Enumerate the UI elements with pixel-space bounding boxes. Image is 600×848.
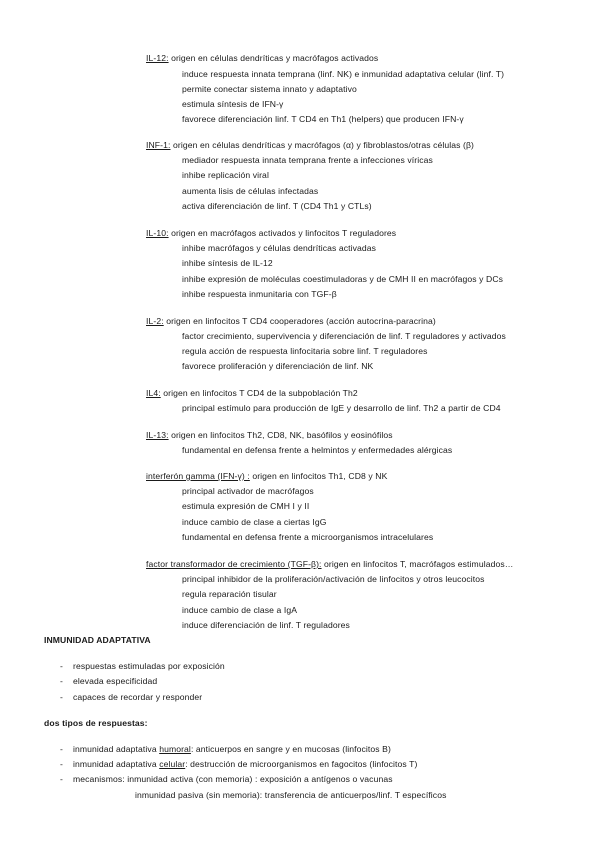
cytokine-name: IL-10: [146,228,169,238]
cytokine-name: IL-2: [146,316,164,326]
cytokine-item: factor crecimiento, supervivencia y diferenciación de linf. T reguladores y activados [182,331,506,341]
cytokine-origin: origen en linfocitos Th1, CD8 y NK [249,471,388,481]
cytokine-item: principal inhibidor de la proliferación/activación de linfocitos y otros leucocitos [182,574,485,584]
bullet-dash: - [60,744,63,754]
cytokine-origin: origen en linfocitos Th2, CD8, NK, basófilos y eosinófilos [168,430,393,440]
cytokine-name: interferón gamma (IFN-γ) : [146,471,250,481]
cytokine-name: IL4: [146,388,161,398]
cytokine-heading [146,140,474,151]
cytokine-name: factor transformador de crecimiento (TGF-β): [146,559,322,569]
cytokine-item: induce cambio de clase a IgA [182,605,298,615]
cytokine-origin: origen en linfocitos T, macrófagos estimulados… [321,559,514,569]
subsection-heading: dos tipos de respuestas: [44,718,148,728]
cytokine-item: regula reparación tisular [182,589,277,599]
cytokine-item: fundamental en defensa frente a microorganismos intracelulares [182,532,434,542]
cytokine-item: permite conectar sistema innato y adaptativo [182,84,357,94]
cytokine-item: induce diferenciación de linf. T reguladores [182,620,350,630]
cytokine-item: mediador respuesta innata temprana frente a infecciones víricas [182,155,433,165]
cytokine-item: principal activador de macrófagos [182,486,314,496]
bullet-item: capaces de recordar y responder [73,692,203,702]
bullet-item: elevada especificidad [73,676,158,686]
cytokine-heading [146,559,513,570]
cytokine-item: activa diferenciación de linf. T (CD4 Th1 y CTLs) [182,201,372,211]
cytokine-heading [146,471,387,482]
bullet-dash: - [60,661,63,671]
bullet-item: respuestas estimuladas por exposición [73,661,225,671]
cytokine-item: regula acción de respuesta linfocitaria sobre linf. T reguladores [182,346,428,356]
cytokine-item: inhibe expresión de moléculas coestimuladoras y de CMH II en macrófagos y DCs [182,274,504,284]
cytokine-item: inhibe replicación viral [182,170,269,180]
cytokine-origin: origen en macrófagos activados y linfocitos T reguladores [168,228,397,238]
bullet-item-mechanisms-cont: inmunidad pasiva (sin memoria): transferencia de anticuerpos/linf. T específicos [135,790,447,800]
cytokine-heading [146,388,358,399]
cytokine-heading [146,430,393,441]
bullet-item-humoral [73,744,391,755]
bullet-dash: - [60,692,63,702]
cytokine-item: inhibe macrófagos y células dendríticas activadas [182,243,377,253]
cytokine-item: estimula síntesis de IFN-γ [182,99,284,109]
cytokine-heading [146,53,378,64]
cytokine-item: favorece proliferación y diferenciación de linf. NK [182,361,374,371]
bullet-dash: - [60,774,63,784]
cytokine-item: principal estímulo para producción de IgE y desarrollo de linf. Th2 a partir de CD4 [182,403,501,413]
cytokine-item: inhibe síntesis de IL-12 [182,258,273,268]
cytokine-origin: origen en linfocitos T CD4 de la subpoblación Th2 [160,388,358,398]
bullet-text: inmunidad adaptativa [73,759,160,769]
cytokine-name: IL-13: [146,430,169,440]
bullet-text: : destrucción de microorganismos en fagocitos (linfocitos T) [185,759,418,769]
bullet-dash: - [60,759,63,769]
humoral-term: humoral [159,744,191,754]
cytokine-item: favorece diferenciación linf. T CD4 en Th1 (helpers) que producen IFN-γ [182,114,464,124]
cytokine-origin: origen en células dendríticas y macrófagos activados [168,53,379,63]
cytokine-item: aumenta lisis de células infectadas [182,186,319,196]
section-heading: INMUNIDAD ADAPTATIVA [44,635,151,645]
cytokine-item: induce cambio de clase a ciertas IgG [182,517,327,527]
cytokine-heading [146,316,436,327]
bullet-item-mechanisms: mecanismos: inmunidad activa (con memoria) : exposición a antígenos o vacunas [73,774,393,784]
cytokine-name: IL-12: [146,53,169,63]
bullet-text: inmunidad adaptativa [73,744,160,754]
cytokine-heading [146,228,396,239]
cytokine-name: INF-1: [146,140,171,150]
celular-term: celular [159,759,186,769]
cytokine-item: estimula expresión de CMH I y II [182,501,310,511]
bullet-text: : anticuerpos en sangre y en mucosas (linfocitos B) [190,744,391,754]
bullet-dash: - [60,676,63,686]
cytokine-origin: origen en linfocitos T CD4 cooperadores (acción autocrina-paracrina) [163,316,436,326]
cytokine-item: inhibe respuesta inmunitaria con TGF-β [182,289,337,299]
cytokine-origin: origen en células dendríticas y macrófagos (α) y fibroblastos/otras células (β) [170,140,475,150]
bullet-item-celular [73,759,417,770]
cytokine-item: fundamental en defensa frente a helmintos y enfermedades alérgicas [182,445,453,455]
cytokine-item: induce respuesta innata temprana (linf. NK) e inmunidad adaptativa celular (linf. T) [182,69,505,79]
